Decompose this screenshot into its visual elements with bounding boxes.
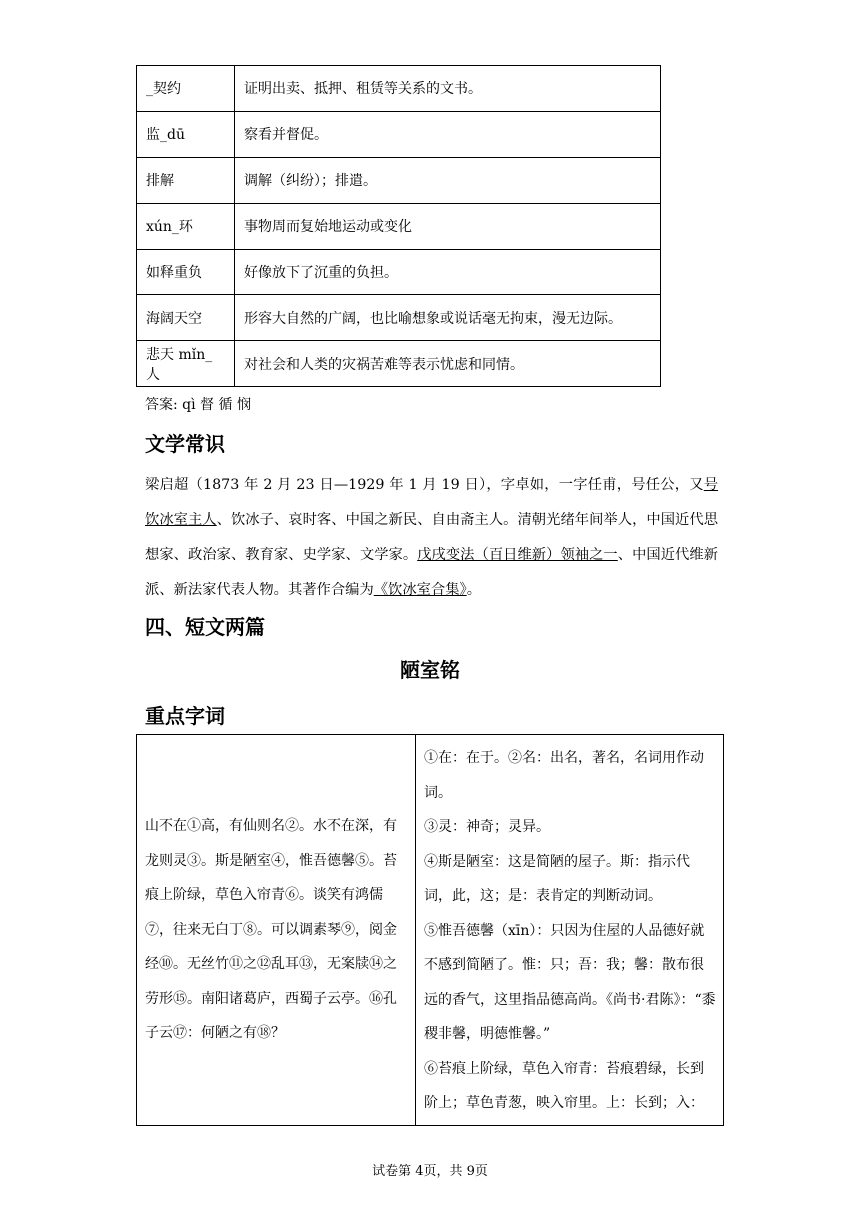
literary-paragraph (145, 468, 718, 608)
note-item: ④斯是陋室：这是简陋的屋子。斯：指示代词，此，这；是：表肯定的判断动词。 (424, 853, 690, 904)
vocab-table (136, 65, 661, 387)
original-text-cell (137, 735, 416, 1126)
section-heading-literary: 文学常识 (145, 432, 225, 456)
literary-text-4: 。 (466, 582, 481, 598)
vocab-term: 悲天 mǐn_人 (137, 341, 235, 387)
notes-list (424, 735, 717, 1125)
vocab-definition: 察看并督促。 (235, 111, 661, 157)
vocab-definition: 对社会和人类的灾祸苦难等表示忧虑和同情。 (235, 341, 661, 387)
note-item: ⑤惟吾德馨（xīn）：只因为住屋的人品德好就不感到简陋了。惟：只；吾：我；馨：散布很远的香气，这里指品德高尚。《尚书·君陈》：“黍稷非馨，明德惟馨。” (424, 922, 716, 1042)
literary-underline-3: 《饮冰室合集》 (373, 582, 467, 598)
literary-underline-2: 戊戌变法（百日维新）领袖之一 (417, 547, 618, 563)
vocab-term: 海阔天空 (137, 295, 235, 341)
vocab-row (137, 203, 661, 249)
vocab-row (137, 249, 661, 295)
note-item: ③灵：神奇；灵异。 (424, 819, 550, 835)
vocab-term: 监_dū (137, 111, 235, 157)
vocab-row (137, 341, 661, 387)
section-heading-key-words: 重点字词 (145, 704, 225, 728)
key-words-table (136, 734, 724, 1126)
note-item: ⑥苔痕上阶绿，草色入帘青：苔痕碧绿，长到阶上；草色青葱，映入帘里。上：长到；入： (424, 1060, 704, 1111)
notes-cell (416, 735, 724, 1126)
vocab-definition: 好像放下了沉重的负担。 (235, 249, 661, 295)
vocab-term: xún_环 (137, 203, 235, 249)
section-heading-four: 四、短文两篇 (145, 615, 265, 639)
literary-text-2: 、饮冰子、哀时客、中国之新民、自由斋主人。清朝光绪年间举人，中国近代思想家、政治家、教育家、史学家、文学家。 (145, 512, 719, 563)
vocab-definition: 调解（纠纷）；排遣。 (235, 157, 661, 203)
vocab-row (137, 111, 661, 157)
literary-text-1: 梁启超（1873 年 2 月 23 日—1929 年 1 月 19 日），字卓如，一字任甫，号任公，又 (145, 477, 704, 493)
vocab-definition: 证明出卖、抵押、租赁等关系的文书。 (235, 66, 661, 112)
vocab-term: 排解 (137, 157, 235, 203)
vocab-row (137, 66, 661, 112)
vocab-row (137, 157, 661, 203)
vocab-definition: 形容大自然的广阔，也比喻想象或说话毫无拘束，漫无边际。 (235, 295, 661, 341)
answer-line: 答案: qì 督 循 悯 (145, 397, 251, 413)
vocab-row (137, 295, 661, 341)
vocab-definition: 事物周而复始地运动或变化 (235, 203, 661, 249)
literary-text-3: 、中国近代维新派、新法家代表人物。其著作合编为 (145, 547, 719, 598)
vocab-term: _契约 (137, 66, 235, 112)
original-text: 山不在①高，有仙则名②。水不在深，有龙则灵③。斯是陋室④，惟吾德馨⑤。苔痕上阶绿，草色入帘青⑥。谈笑有鸿儒⑦，往来无白丁⑧。可以调素琴⑨，阅金经⑩。无丝竹⑪之⑫乱耳⑬，无案牍⑭之劳形⑮。南阳诸葛庐，西蜀子云亭。⑯孔子云⑰：何陋之有⑱？ (145, 818, 397, 1042)
note-item: ①在：在于。②名：出名，著名，名词用作动词。 (424, 750, 704, 801)
essay-title: 陋室铭 (400, 658, 460, 682)
page-footer: 试卷第 4页，共 9页 (372, 1164, 488, 1179)
vocab-term: 如释重负 (137, 249, 235, 295)
literary-underline-1: 号饮冰室主人 (145, 477, 718, 528)
